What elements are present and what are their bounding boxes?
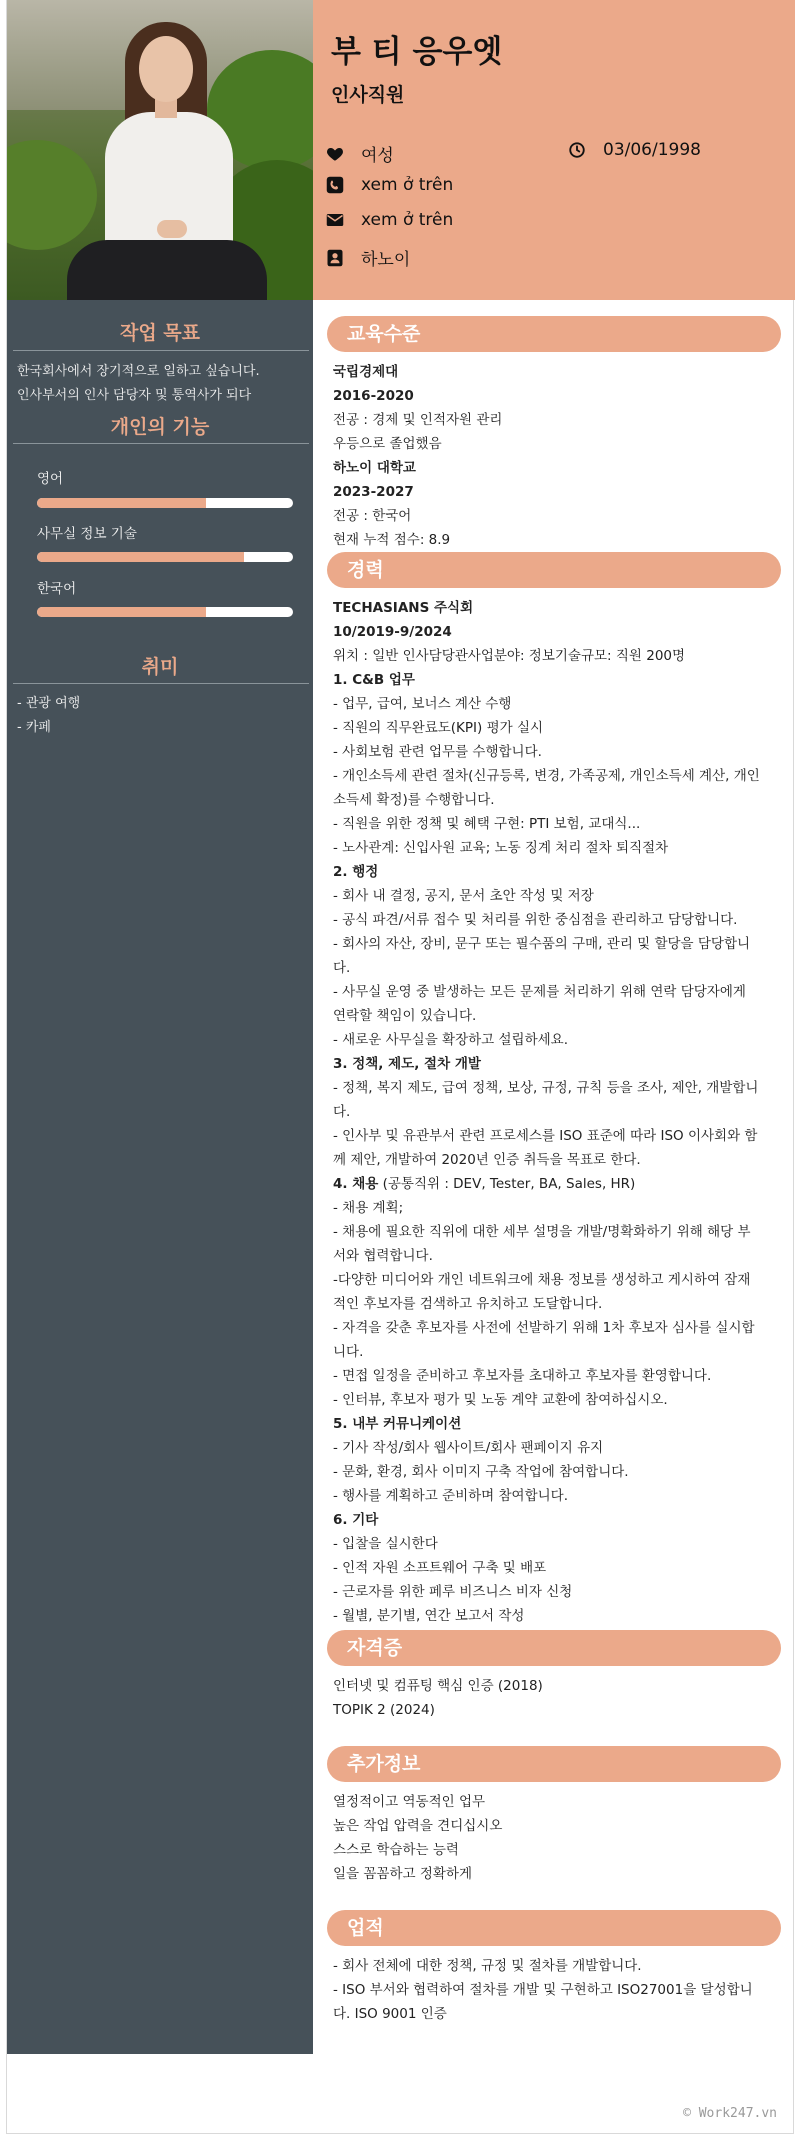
- experience-line: [333, 788, 785, 812]
- hobby-item: - 관광 여행: [17, 696, 81, 711]
- experience-line-text: - 직원을 위한 정책 및 혜택 구현: PTI 보험, 교대식...: [333, 816, 641, 832]
- hobbies-heading: 취미: [141, 656, 179, 678]
- experience-line-text: 6. 기타: [333, 1512, 379, 1528]
- birthdate-row: [567, 140, 701, 160]
- experience-line: [333, 1340, 785, 1364]
- experience-line: [333, 1484, 785, 1508]
- experience-line-text: - 사회보험 관련 업무를 수행합니다.: [333, 744, 542, 760]
- heart-icon: [325, 144, 345, 164]
- experience-line: [333, 1508, 785, 1532]
- education-line: [333, 408, 785, 432]
- experience-line: [333, 644, 785, 668]
- education-line: [333, 480, 785, 504]
- experience-line-text: - 인사부 및 유관부서 관련 프로세스를 ISO 표준에 따라 ISO 이사회와 함: [333, 1128, 758, 1144]
- experience-line: [333, 1052, 785, 1076]
- experience-line-text: - 노사관계: 신입사원 교육; 노동 징계 처리 절차 퇴직절차: [333, 840, 669, 856]
- experience-line-text: 다.: [333, 960, 351, 976]
- experience-line: [333, 1412, 785, 1436]
- education-line: [333, 504, 785, 528]
- skill-bar: [37, 607, 293, 617]
- experience-line: [333, 956, 785, 980]
- experience-line-text: 5. 내부 커뮤니케이션: [333, 1416, 462, 1432]
- skill-label: 한국어: [37, 581, 77, 597]
- objective-heading: 작업 목표: [119, 322, 201, 344]
- skill-label: 영어: [37, 471, 64, 487]
- experience-line-text: 연락할 책임이 있습니다.: [333, 1008, 477, 1024]
- experience-line: [333, 596, 785, 620]
- experience-line-text: - 새로운 사무실을 확장하고 설립하세요.: [333, 1032, 568, 1048]
- gender-value: 여성: [361, 146, 394, 166]
- experience-block: [333, 596, 785, 1628]
- experience-line: [333, 1172, 785, 1196]
- experience-line: [333, 1124, 785, 1148]
- education-line-text: 국립경제대: [333, 364, 399, 380]
- clock-icon: [567, 140, 587, 160]
- additional-info-item: 일을 꼼꼼하고 정확하게: [333, 1866, 472, 1882]
- experience-line-text: - 사무실 운영 중 발생하는 모든 문제를 처리하기 위해 연락 담당자에게: [333, 984, 746, 1000]
- experience-line-text: -다양한 미디어와 개인 네트워크에 채용 정보를 생성하고 게시하여 잠재: [333, 1272, 751, 1288]
- email-row: [325, 210, 453, 230]
- experience-line: [333, 1244, 785, 1268]
- experience-line: [333, 812, 785, 836]
- experience-line-text: 서와 협력합니다.: [333, 1248, 433, 1264]
- education-line-text: 하노이 대학교: [333, 460, 416, 476]
- phone-row: [325, 175, 453, 195]
- objective-line: 인사부서의 인사 담당자 및 통역사가 되다: [17, 388, 252, 403]
- education-line-text: 전공 : 경제 및 인적자원 관리: [333, 412, 503, 428]
- experience-line-text: 4. 채용: [333, 1176, 379, 1192]
- skills-heading: 개인의 기능: [110, 416, 210, 438]
- experience-line: [333, 1100, 785, 1124]
- experience-line: [333, 1292, 785, 1316]
- education-heading: 교육수준: [327, 316, 781, 352]
- experience-line-text: 소득세 확정)를 수행합니다.: [333, 792, 495, 808]
- education-line: [333, 528, 785, 552]
- experience-line: [333, 740, 785, 764]
- experience-line-text: 10/2019-9/2024: [333, 624, 452, 640]
- education-line: [333, 360, 785, 384]
- experience-line-text: 께 제안, 개발하여 2020년 인증 취득을 목표로 한다.: [333, 1152, 641, 1168]
- skill-fill: [37, 552, 244, 562]
- experience-line: [333, 1604, 785, 1628]
- certificates-heading: 자격증: [327, 1630, 781, 1666]
- experience-line-text: 1. C&B 업무: [333, 672, 415, 688]
- experience-heading: 경력: [327, 552, 781, 588]
- experience-line: [333, 1388, 785, 1412]
- experience-line-text: 3. 정책, 제도, 절차 개발: [333, 1056, 481, 1072]
- experience-line-text: - 회사 내 결정, 공지, 문서 초안 작성 및 저장: [333, 888, 594, 904]
- hobbies-list: [17, 692, 80, 740]
- experience-line-text: 적인 후보자를 검색하고 유치하고 도달합니다.: [333, 1296, 603, 1312]
- additional-info-item: 열정적이고 역동적인 업무: [333, 1794, 486, 1810]
- certificates-block: [333, 1674, 785, 1722]
- experience-line: [333, 1364, 785, 1388]
- experience-line: [333, 1532, 785, 1556]
- experience-line-text: - 인터뷰, 후보자 평가 및 노동 계약 교환에 참여하십시오.: [333, 1392, 668, 1408]
- experience-line: [333, 692, 785, 716]
- experience-line-text: - 회사의 자산, 장비, 문구 또는 필수품의 구매, 관리 및 할당을 담당합니: [333, 936, 751, 952]
- experience-line-text: TECHASIANS 주식회: [333, 600, 474, 616]
- experience-line: [333, 1076, 785, 1100]
- experience-line: [333, 1556, 785, 1580]
- experience-line-text: - 문화, 환경, 회사 이미지 구축 작업에 참여합니다.: [333, 1464, 629, 1480]
- location-row: [325, 245, 410, 270]
- additional-info-block: [333, 1790, 785, 1886]
- achievements-block: [333, 1954, 785, 2026]
- email-value: xem ở trên: [361, 210, 454, 230]
- education-line-text: 2016-2020: [333, 388, 414, 404]
- experience-line: [333, 1028, 785, 1052]
- education-line-text: 2023-2027: [333, 484, 414, 500]
- experience-line: [333, 1316, 785, 1340]
- experience-line: [333, 860, 785, 884]
- experience-line: [333, 836, 785, 860]
- experience-line: [333, 1580, 785, 1604]
- phone-value: xem ở trên: [361, 175, 454, 195]
- experience-line-text: - 직원의 직무완료도(KPI) 평가 실시: [333, 720, 544, 736]
- experience-line-text: - 행사를 계획하고 준비하며 참여합니다.: [333, 1488, 568, 1504]
- experience-line-text: - 면접 일정을 준비하고 후보자를 초대하고 후보자를 환영합니다.: [333, 1368, 712, 1384]
- education-line: [333, 384, 785, 408]
- education-line-text: 전공 : 한국어: [333, 508, 412, 524]
- experience-line: [333, 980, 785, 1004]
- hobby-item: - 카페: [17, 720, 51, 735]
- profile-photo: [7, 0, 313, 300]
- experience-line-text: 위치 : 일반 인사담당관사업분야: 정보기술규모: 직원 200명: [333, 648, 686, 664]
- objective-divider: [13, 350, 309, 351]
- skill-fill: [37, 498, 206, 508]
- skill-label: 사무실 정보 기술: [37, 526, 137, 542]
- skill-bar: [37, 552, 293, 562]
- objective-text: [17, 360, 260, 408]
- education-line-text: 현재 누적 점수: 8.9: [333, 532, 451, 548]
- contact-card-icon: [325, 248, 345, 268]
- additional-info-item: 스스로 학습하는 능력: [333, 1842, 459, 1858]
- experience-line: [333, 1460, 785, 1484]
- experience-line: [333, 932, 785, 956]
- experience-line-text: - 인적 자원 소프트웨어 구축 및 배포: [333, 1560, 547, 1576]
- experience-line: [333, 1148, 785, 1172]
- gender-row: [325, 141, 394, 166]
- experience-line-text: 니다.: [333, 1344, 364, 1360]
- skill-bar: [37, 498, 293, 508]
- education-line: [333, 432, 785, 456]
- experience-line: [333, 716, 785, 740]
- hobbies-divider: [13, 683, 309, 684]
- experience-line-text: - 월별, 분기별, 연간 보고서 작성: [333, 1608, 525, 1624]
- experience-line: [333, 620, 785, 644]
- education-line: [333, 456, 785, 480]
- experience-line-text: - 정책, 복지 제도, 급여 정책, 보상, 규정, 규칙 등을 조사, 제안, 개발합니: [333, 1080, 759, 1096]
- experience-line-text: - 공식 파견/서류 접수 및 처리를 위한 중심점을 관리하고 담당합니다.: [333, 912, 738, 928]
- experience-line-text: 2. 행정: [333, 864, 379, 880]
- skills-divider: [13, 443, 309, 444]
- birthdate-value: 03/06/1998: [603, 140, 701, 160]
- education-line-text: 우등으로 졸업했음: [333, 436, 442, 452]
- certificate-item: 인터넷 및 컴퓨팅 핵심 인증 (2018): [333, 1678, 543, 1694]
- experience-line-text: - 자격을 갖춘 후보자를 사전에 선발하기 위해 1차 후보자 심사를 실시합: [333, 1320, 755, 1336]
- achievement-line: 다. ISO 9001 인증: [333, 2006, 447, 2022]
- achievement-line: - 회사 전체에 대한 정책, 규정 및 절차를 개발합니다.: [333, 1958, 642, 1974]
- location-value: 하노이: [361, 250, 411, 270]
- objective-line: 한국회사에서 장기적으로 일하고 싶습니다.: [17, 364, 260, 379]
- experience-line: [333, 884, 785, 908]
- header-panel: [313, 0, 795, 300]
- achievements-heading: 업적: [327, 1910, 781, 1946]
- experience-line-text: - 업무, 급여, 보너스 계산 수행: [333, 696, 512, 712]
- sidebar: [7, 300, 313, 2054]
- achievement-line: - ISO 부서와 협력하여 절차를 개발 및 구현하고 ISO27001을 달성합니: [333, 1982, 753, 1998]
- candidate-name: 부 티 응우엣: [331, 34, 503, 70]
- experience-line: [333, 1196, 785, 1220]
- resume-page: [6, 0, 794, 2134]
- skill-fill: [37, 607, 206, 617]
- experience-line-text: - 기사 작성/회사 웹사이트/회사 팬페이지 유지: [333, 1440, 604, 1456]
- experience-line-text: - 입찰을 실시한다: [333, 1536, 438, 1552]
- phone-icon: [325, 175, 345, 195]
- experience-line: [333, 668, 785, 692]
- experience-line: [333, 908, 785, 932]
- watermark: © Work247.vn: [683, 2106, 777, 2121]
- experience-line-text: - 채용에 필요한 직위에 대한 세부 설명을 개발/명확화하기 위해 해당 부: [333, 1224, 751, 1240]
- experience-line: [333, 764, 785, 788]
- experience-line: [333, 1004, 785, 1028]
- certificate-item: TOPIK 2 (2024): [333, 1702, 435, 1718]
- education-block: [333, 360, 785, 552]
- experience-line: [333, 1268, 785, 1292]
- experience-line-note: (공통직위 : DEV, Tester, BA, Sales, HR): [378, 1176, 636, 1192]
- experience-line: [333, 1220, 785, 1244]
- additional-info-heading: 추가정보: [327, 1746, 781, 1782]
- experience-line: [333, 1436, 785, 1460]
- envelope-icon: [325, 210, 345, 230]
- experience-line-text: - 개인소득세 관련 절차(신규등록, 변경, 가족공제, 개인소득세 계산, 개인: [333, 768, 760, 784]
- experience-line-text: - 근로자를 위한 페루 비즈니스 비자 신청: [333, 1584, 573, 1600]
- experience-line-text: - 채용 계획;: [333, 1200, 404, 1216]
- additional-info-item: 높은 작업 압력을 견디십시오: [333, 1818, 503, 1834]
- job-title: 인사직원: [331, 84, 405, 106]
- experience-line-text: 다.: [333, 1104, 351, 1120]
